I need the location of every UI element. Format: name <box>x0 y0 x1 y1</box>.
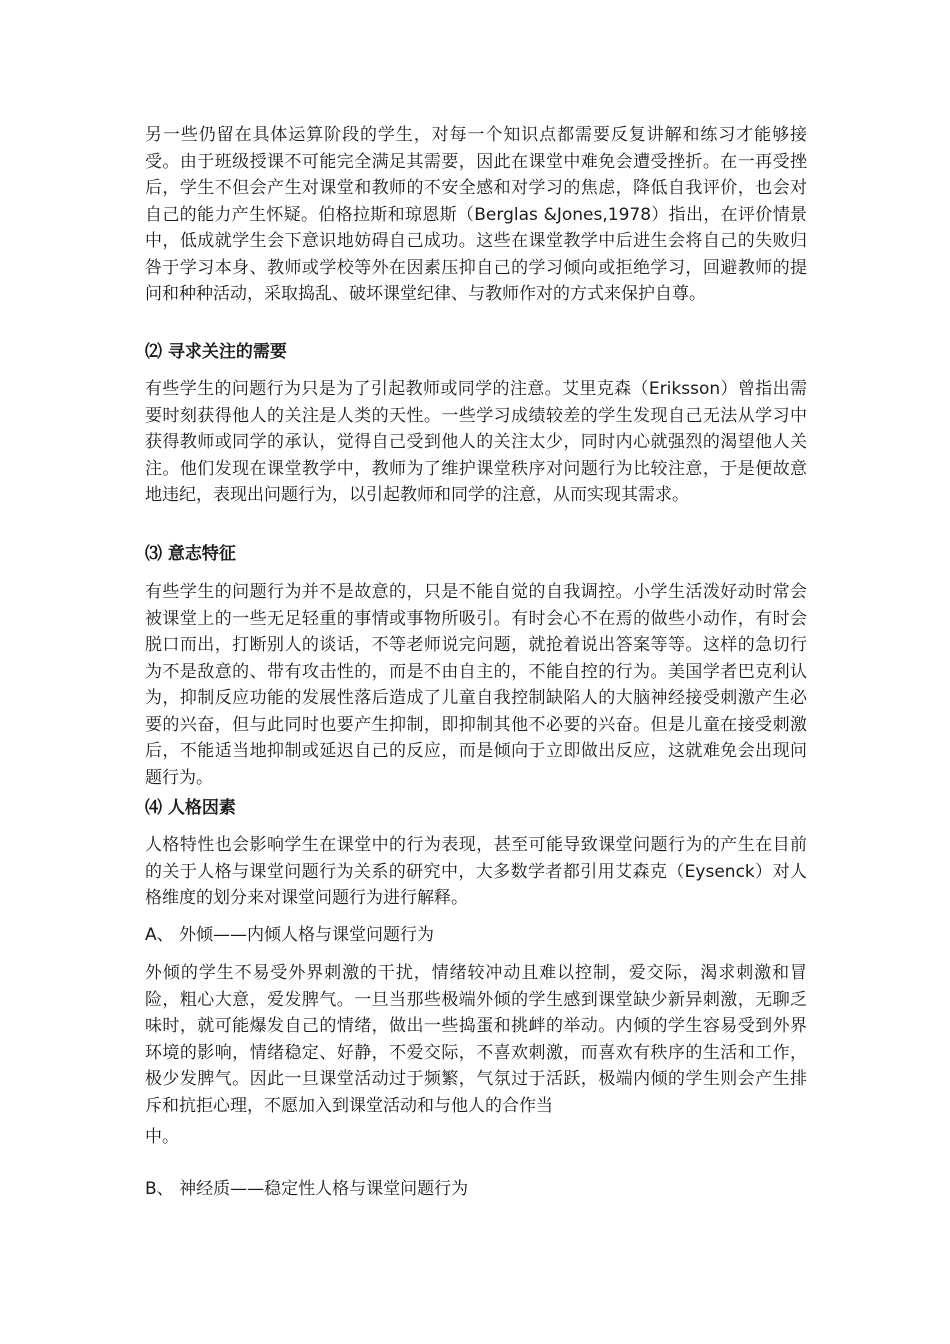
heading-will-traits: ⑶ 意志特征 <box>145 544 236 564</box>
heading-seeking-attention: ⑵ 寻求关注的需要 <box>145 342 287 362</box>
heading-personality-factors: ⑷ 人格因素 <box>145 798 236 818</box>
paragraph-personality-factors: 人格特性也会影响学生在课堂中的行为表现，甚至可能导致课堂问题行为的产生在目前的关于人格与课堂问题行为关系的研究中，大多数学者都引用艾森克（Eysenck）对人格维度的划分来对课堂问题行为进行解释。 <box>145 835 807 908</box>
paragraph-self-esteem: 另一些仍留在具体运算阶段的学生，对每一个知识点都需要反复讲解和练习才能够接受。由于班级授课不可能完全满足其需要，因此在课堂中难免会遭受挫折。在一再受挫后，学生不但会产生对课堂和教师的不安全感和对学习的焦虑，降低自我评价，也会对自己的能力产生怀疑。伯格拉斯和琼恩斯（Berglas &Jones,1978）指出，在评价情景中，低成就学生会下意识地妨碍自己成功。这些在课堂教学中后进生会将自己的失败归咎于学习本身、教师或学校等外在因素压抑自己的学习倾向或拒绝学习，回避教师的提问和种种活动，采取捣乱、破坏课堂纪律、与教师作对的方式来保护自尊。 <box>145 125 807 304</box>
paragraph-extraversion-introversion: 外倾的学生不易受外界刺激的干扰，情绪较冲动且难以控制，爱交际，渴求刺激和冒险，粗心大意，爱发脾气。一旦当那些极端外倾的学生感到课堂缺少新异刺激，无聊乏味时，就可能爆发自己的情绪，做出一些捣蛋和挑衅的举动。内倾的学生容易受到外界环境的影响，情绪稳定、好静，不爱交际，不喜欢刺激，而喜欢有秩序的生活和工作，极少发脾气。因此一旦课堂活动过于频繁，气氛过于活跃，极端内倾的学生则会产生排斥和抗拒心理，不愿加入到课堂活动和与他人的合作当 <box>145 963 807 1116</box>
subheading-neuroticism-stability: B、 神经质——稳定性人格与课堂问题行为 <box>145 1179 469 1199</box>
paragraph-seeking-attention: 有些学生的问题行为只是为了引起教师或同学的注意。艾里克森（Eriksson）曾指出需要时刻获得他人的关注是人类的天性。一些学习成绩较差的学生发现自己无法从学习中获得教师或同学的承认，觉得自己受到他人的关注太少，同时内心就强烈的渴望他人关注。他们发现在课堂教学中，教师为了维护课堂秩序对问题行为比较注意，于是便故意地违纪，表现出问题行为，以引起教师和同学的注意，从而实现其需求。 <box>145 379 807 505</box>
paragraph-will-traits: 有些学生的问题行为并不是故意的，只是不能自觉的自我调控。小学生活泼好动时常会被课堂上的一些无足轻重的事情或事物所吸引。有时会心不在焉的做些小动作，有时会脱口而出，打断别人的谈话，不等老师说完问题，就抢着说出答案等等。这样的急切行为不是敌意的、带有攻击性的，而是不由自主的，不能自控的行为。美国学者巴克利认为，抑制反应功能的发展性落后造成了儿童自我控制缺陷人的大脑神经接受刺激产生必要的兴奋，但与此同时也要产生抑制，即抑制其他不必要的兴奋。但是儿童在接受刺激后，不能适当地抑制或延迟自己的反应，而是倾向于立即做出反应，这就难免会出现问题行为。 <box>145 582 807 788</box>
subheading-extraversion-introversion: A、 外倾——内倾人格与课堂问题行为 <box>145 925 435 945</box>
paragraph-extraversion-end: 中。 <box>145 1127 179 1147</box>
